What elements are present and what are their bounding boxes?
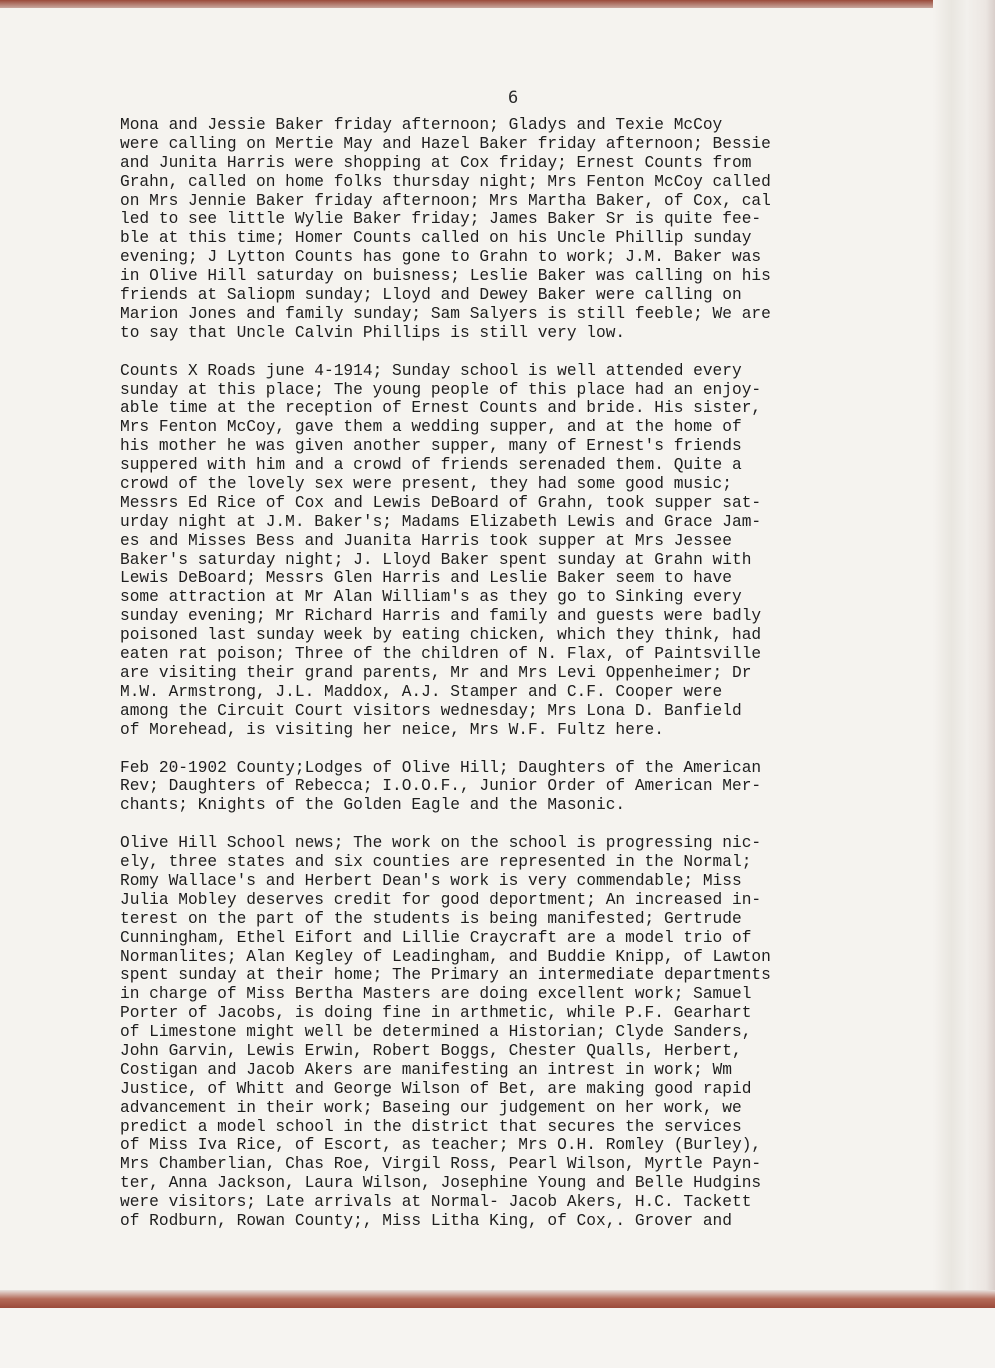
page-number: 6 [508, 88, 519, 108]
text-line: ely, three states and six counties are represented in the Normal; [120, 853, 752, 872]
text-line: crowd of the lovely sex were present, they had some good music; [120, 475, 732, 494]
text-line: Mrs Chamberlian, Chas Roe, Virgil Ross, Pearl Wilson, Myrtle Payn- [120, 1155, 762, 1174]
text-line: Messrs Ed Rice of Cox and Lewis DeBoard of Grahn, took supper sat- [120, 493, 762, 512]
text-line: predict a model school in the district that secures the services [120, 1117, 742, 1136]
book-binding-bottom [0, 1290, 995, 1308]
text-line: were visitors; Late arrivals at Normal- Jacob Akers, H.C. Tackett [120, 1193, 752, 1212]
text-line: Mrs Fenton McCoy, gave them a wedding supper, and at the home of [120, 418, 742, 437]
text-line: Feb 20-1902 County;Lodges of Olive Hill; Daughters of the American [120, 758, 762, 777]
text-line: in Olive Hill saturday on buisness; Leslie Baker was calling on his [120, 267, 771, 286]
text-line: some attraction at Mr Alan William's as they go to Sinking every [120, 588, 742, 607]
paragraph [120, 362, 920, 740]
text-line: Mona and Jessie Baker friday afternoon; Gladys and Texie McCoy [120, 116, 723, 134]
paragraph [120, 759, 920, 816]
text-line: Marion Jones and family sunday; Sam Salyers is still feeble; We are [120, 304, 771, 323]
text-line: es and Misses Bess and Juanita Harris took supper at Mrs Jessee [120, 531, 732, 550]
text-line: to say that Uncle Calvin Phillips is still very low. [120, 323, 626, 342]
text-line: Romy Wallace's and Herbert Dean's work is very commendable; Miss [120, 871, 742, 890]
text-line: of Morehead, is visiting her neice, Mrs W.F. Fultz here. [120, 720, 664, 739]
text-line: Julia Mobley deserves credit for good deportment; An increased in- [120, 890, 762, 909]
text-line: friends at Saliopm sunday; Lloyd and Dewey Baker were calling on [120, 286, 742, 305]
text-line: eaten rat poison; Three of the children of N. Flax, of Paintsville [120, 645, 762, 664]
text-line: Justice, of Whitt and George Wilson of Bet, are making good rapid [120, 1079, 752, 1098]
text-line: terest on the part of the students is being manifested; Gertrude [120, 909, 742, 928]
paragraph [120, 834, 920, 1231]
text-line: poisoned last sunday week by eating chicken, which they think, had [120, 626, 762, 645]
page-body [120, 116, 920, 1250]
text-line: urday night at J.M. Baker's; Madams Elizabeth Lewis and Grace Jam- [120, 512, 762, 531]
text-line: among the Circuit Court visitors wednesday; Mrs Lona D. Banfield [120, 701, 742, 720]
text-line: M.W. Armstrong, J.L. Maddox, A.J. Stamper and C.F. Cooper were [120, 682, 723, 701]
text-line: Porter of Jacobs, is doing fine in arthmetic, while P.F. Gearhart [120, 1004, 752, 1023]
text-line: Costigan and Jacob Akers are manifesting an intrest in work; Wm [120, 1060, 732, 1079]
text-line: ter, Anna Jackson, Laura Wilson, Josephine Young and Belle Hudgins [120, 1174, 762, 1193]
text-line: spent sunday at their home; The Primary an intermediate departments [120, 966, 771, 985]
text-line: Cunningham, Ethel Eifort and Lillie Craycraft are a model trio of [120, 928, 752, 947]
text-line: suppered with him and a crowd of friends serenaded them. Quite a [120, 456, 742, 475]
text-line: on Mrs Jennie Baker friday afternoon; Mrs Martha Baker, of Cox, cal [120, 191, 771, 210]
text-line: Olive Hill School news; The work on the school is progressing nic- [120, 834, 762, 853]
page-margin-bottom [0, 1308, 995, 1368]
text-line: sunday evening; Mr Richard Harris and family and guests were badly [120, 607, 762, 626]
text-line: Lewis DeBoard; Messrs Glen Harris and Leslie Baker seem to have [120, 569, 732, 588]
book-binding-right [933, 0, 995, 1368]
text-line: Grahn, called on home folks thursday night; Mrs Fenton McCoy called [120, 172, 771, 191]
text-line: chants; Knights of the Golden Eagle and the Masonic. [120, 796, 626, 815]
text-line: ble at this time; Homer Counts called on his Uncle Phillip sunday [120, 229, 752, 248]
text-line: and Junita Harris were shopping at Cox friday; Ernest Counts from [120, 153, 752, 172]
text-line: advancement in their work; Baseing our judgement on her work, we [120, 1098, 742, 1117]
text-line: his mother he was given another supper, many of Ernest's friends [120, 437, 742, 456]
text-line: are visiting their grand parents, Mr and Mrs Levi Oppenheimer; Dr [120, 663, 752, 682]
text-line: led to see little Wylie Baker friday; James Baker Sr is quite fee- [120, 210, 762, 229]
text-line: Normanlites; Alan Kegley of Leadingham, and Buddie Knipp, of Lawton [120, 947, 771, 966]
text-line: in charge of Miss Bertha Masters are doing excellent work; Samuel [120, 985, 752, 1004]
text-line: of Rodburn, Rowan County;, Miss Litha King, of Cox,. Grover and [120, 1211, 732, 1230]
text-line: Rev; Daughters of Rebecca; I.O.O.F., Junior Order of American Mer- [120, 777, 762, 796]
text-line: evening; J Lytton Counts has gone to Grahn to work; J.M. Baker was [120, 248, 762, 267]
text-line: were calling on Mertie May and Hazel Baker friday afternoon; Bessie [120, 134, 771, 153]
text-line: of Miss Iva Rice, of Escort, as teacher; Mrs O.H. Romley (Burley), [120, 1136, 762, 1155]
text-line: John Garvin, Lewis Erwin, Robert Boggs, Chester Qualls, Herbert, [120, 1041, 742, 1060]
text-line: sunday at this place; The young people of this place had an enjoy- [120, 380, 762, 399]
text-line: Baker's saturday night; J. Lloyd Baker spent sunday at Grahn with [120, 550, 752, 569]
text-line: of Limestone might well be determined a Historian; Clyde Sanders, [120, 1023, 752, 1042]
text-line: Counts X Roads june 4-1914; Sunday school is well attended every [120, 361, 742, 380]
text-line: able time at the reception of Ernest Counts and bride. His sister, [120, 399, 762, 418]
paragraph [120, 116, 920, 343]
